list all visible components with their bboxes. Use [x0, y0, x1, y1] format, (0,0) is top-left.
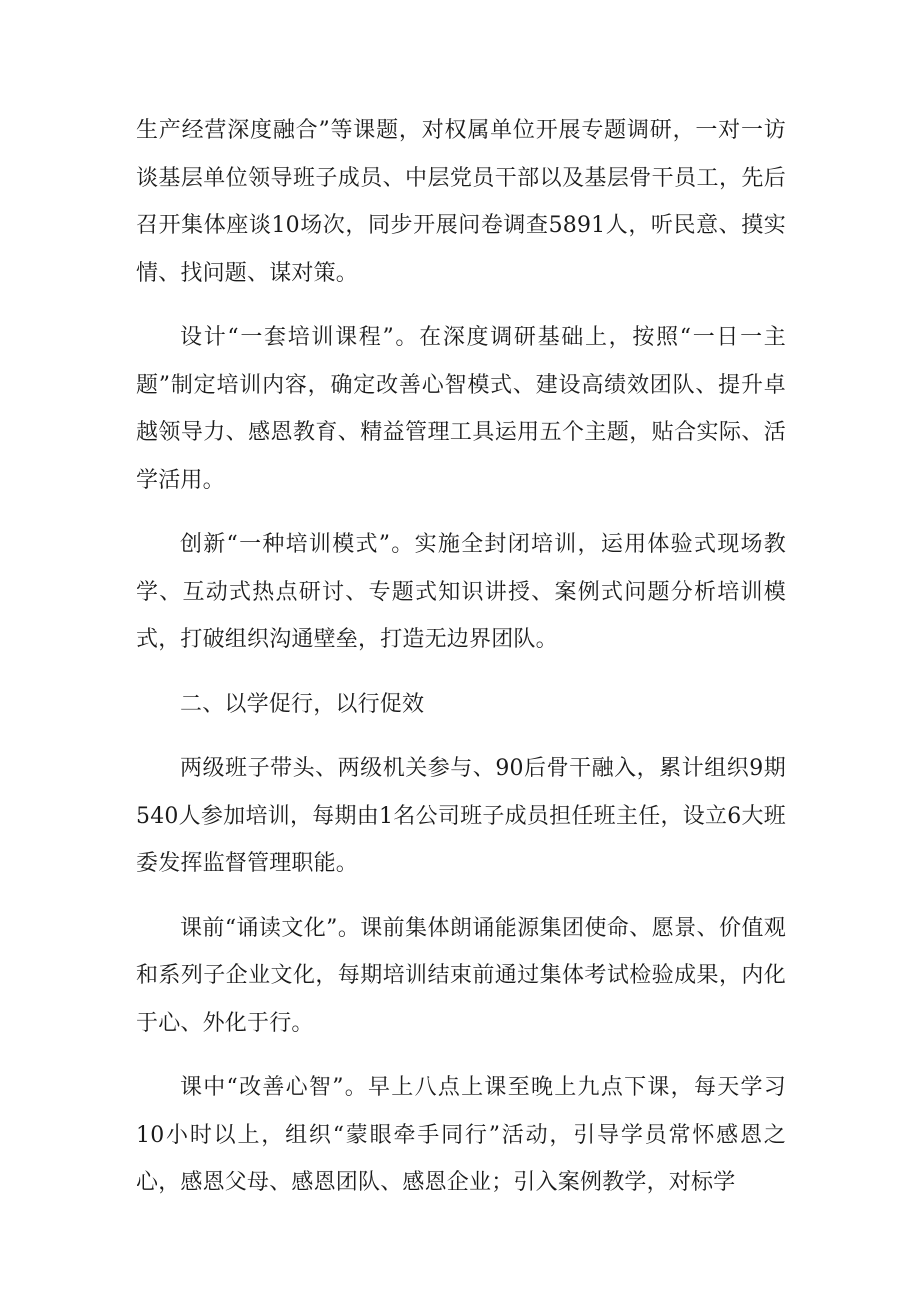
section-heading-2: 二、以学促行，以行促效 [180, 691, 425, 717]
paragraph-training-course: 设计“一套培训课程”。在深度调研基础上，按照“一日一主题”制定培训内容，确定改善心智模式、建设高绩效团队、提升卓越领导力、感恩教育、精益管理工具运用五个主题，贴合实际、活学活用。 [136, 325, 786, 493]
paragraph-pre-class: 课前“诵读文化”。课前集体朗诵能源集团使命、愿景、价值观和系列子企业文化，每期培训结束前通过集体考试检验成果，内化于心、外化于行。 [136, 915, 786, 1036]
paragraph-in-class: 课中“改善心智”。早上八点上课至晚上九点下课，每天学习10小时以上，组织“蒙眼牵手同行”活动，引导学员常怀感恩之心，感恩父母、感恩团队、感恩企业；引入案例教学，对标学 [136, 1075, 786, 1195]
paragraph-training-mode: 创新“一种培训模式”。实施全封闭培训，运用体验式现场教学、互动式热点研讨、专题式知识讲授、案例式问题分析培训模式，打破组织沟通壁垒，打造无边界团队。 [136, 532, 786, 652]
document-body [136, 107, 786, 1224]
paragraph-survey-continuation: 生产经营深度融合”等课题，对权属单位开展专题调研，一对一访谈基层单位领导班子成员、中层党员干部以及基层骨干员工，先后召开集体座谈10场次，同步开展问卷调查5891人，听民意、摸实情、找问题、谋对策。 [136, 118, 786, 286]
paragraph-participation: 两级班子带头、两级机关参与、90后骨干融入，累计组织9期540人参加培训，每期由1名公司班子成员担任班主任，设立6大班委发挥监督管理职能。 [136, 756, 786, 876]
